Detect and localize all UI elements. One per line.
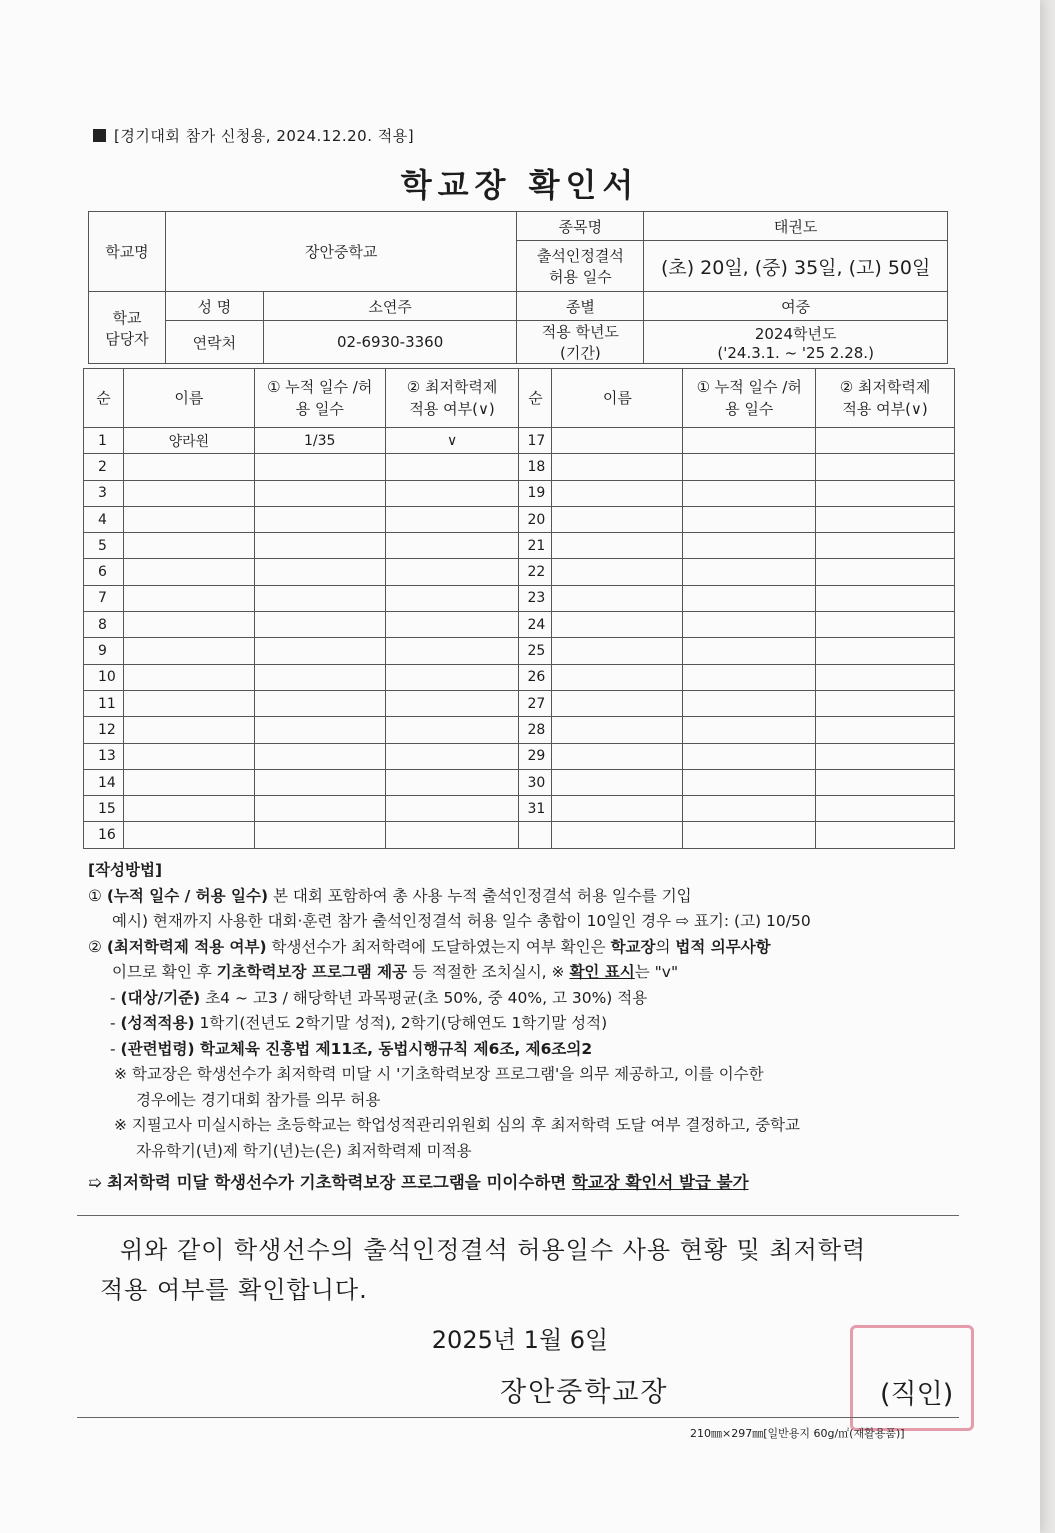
min-achievement-check xyxy=(385,717,519,743)
cumulative-days xyxy=(683,533,816,559)
row-number: 8 xyxy=(84,612,124,638)
min-achievement-check xyxy=(816,612,955,638)
header-days-line2: 용 일수 xyxy=(725,400,774,418)
cumulative-days xyxy=(683,612,816,638)
header-days-right xyxy=(683,369,816,428)
min-achievement-check xyxy=(385,796,519,822)
detail-target-text: 초4 ~ 고3 / 해당학년 과목평균(초 50%, 중 40%, 고 30%) 적용 xyxy=(200,988,648,1007)
table-row xyxy=(84,743,955,769)
student-name xyxy=(123,612,254,638)
student-name xyxy=(552,533,683,559)
min-achievement-check xyxy=(816,664,955,690)
student-roster-table xyxy=(83,368,955,849)
cumulative-days xyxy=(254,612,385,638)
cumulative-days xyxy=(683,690,816,716)
student-name xyxy=(123,585,254,611)
header-min-left xyxy=(385,369,519,428)
instruction-1-bold: (누적 일수 / 허용 일수) xyxy=(106,886,269,905)
min-achievement-check xyxy=(816,743,955,769)
circled-two-icon: ② xyxy=(88,937,102,956)
principal-name: 장안중학교장 xyxy=(500,1377,669,1408)
row-number: 17 xyxy=(519,428,552,454)
row-number: 14 xyxy=(84,769,124,795)
row-number: 21 xyxy=(519,533,552,559)
cumulative-days xyxy=(254,690,385,716)
year-label-line1: 적용 학년도 xyxy=(541,323,619,341)
row-number: 20 xyxy=(519,506,552,532)
header-days-left xyxy=(254,369,385,428)
document-title: 학교장 확인서 xyxy=(400,166,640,204)
table-row xyxy=(84,769,955,795)
header-note xyxy=(93,125,414,146)
min-achievement-check xyxy=(816,428,955,454)
min-achievement-check xyxy=(816,690,955,716)
confirmation-line2: 적용 여부를 확인합니다. xyxy=(100,1276,368,1304)
min-achievement-check xyxy=(385,612,519,638)
final-warning-underline: 학교장 확인서 발급 불가 xyxy=(571,1173,749,1192)
cumulative-days xyxy=(254,822,385,848)
divider-bottom xyxy=(77,1417,959,1418)
detail-target-bold: (대상/기준) xyxy=(120,988,201,1007)
min-achievement-check xyxy=(816,638,955,664)
header-min-line2: 적용 여부(∨) xyxy=(842,400,928,418)
detail-grades-bold: (성적적용) xyxy=(120,1014,195,1032)
row-number: 2 xyxy=(84,454,124,480)
student-name xyxy=(552,822,683,848)
table-row xyxy=(84,690,955,716)
final-warning xyxy=(88,1170,958,1196)
detail-grades: - (성적적용) 1학기(전년도 2학기말 성적), 2학기(당해연도 1학기말 성적) xyxy=(110,1014,608,1032)
detail-law-text: 학교체육 진흥법 제11조, 동법시행규칙 제6조, 제6조의2 xyxy=(194,1039,593,1058)
square-bullet-icon xyxy=(93,129,106,142)
cumulative-days xyxy=(683,664,816,690)
instruction-2-text-c: 의 xyxy=(655,937,676,956)
cumulative-days xyxy=(683,717,816,743)
divider-top xyxy=(77,1215,959,1216)
row-number: 10 xyxy=(84,664,124,690)
row-number: 13 xyxy=(84,743,124,769)
min-achievement-check xyxy=(816,717,955,743)
year-value-line1: 2024학년도 xyxy=(754,324,837,343)
contact-label: 연락처 xyxy=(165,321,263,364)
student-name: 양라원 xyxy=(123,428,254,454)
header-min-line2: 적용 여부(∨) xyxy=(409,400,495,418)
student-name xyxy=(123,822,254,848)
table-row xyxy=(84,638,955,664)
row-number: 12 xyxy=(84,717,124,743)
student-name xyxy=(552,480,683,506)
table-row xyxy=(84,428,955,454)
row-number: 28 xyxy=(519,717,552,743)
absence-allowance-label xyxy=(517,241,644,292)
student-name xyxy=(123,454,254,480)
header-days-line2: 용 일수 xyxy=(295,400,344,418)
min-achievement-check xyxy=(385,664,519,690)
min-achievement-check xyxy=(385,559,519,585)
student-name xyxy=(552,428,683,454)
instruction-2-line2 xyxy=(88,960,958,986)
instruction-1 xyxy=(88,884,958,910)
student-name xyxy=(123,769,254,795)
min-achievement-check xyxy=(385,533,519,559)
school-year-value xyxy=(644,321,948,364)
cumulative-days xyxy=(683,796,816,822)
student-name xyxy=(552,743,683,769)
row-number: 27 xyxy=(519,690,552,716)
header-note-text: [경기대회 참가 신청용, 2024.12.20. 적용] xyxy=(114,127,415,145)
instruction-2 xyxy=(88,935,958,961)
row-number: 29 xyxy=(519,743,552,769)
issue-date: 2025년 1월 6일 xyxy=(431,1326,609,1354)
instruction-2-bold-d: 법적 의무사항 xyxy=(675,937,771,956)
instruction-1-text: 본 대회 포함하여 총 사용 누적 출석인정결석 허용 일수를 기입 xyxy=(268,886,692,905)
instruction-2-line2-underline: 확인 표시 xyxy=(569,963,635,981)
table-row xyxy=(84,664,955,690)
arrow-box-icon: ➯ xyxy=(88,1173,102,1192)
year-label-line2: (기간) xyxy=(560,344,601,362)
cumulative-days xyxy=(254,717,385,743)
student-name xyxy=(552,796,683,822)
detail-target: - (대상/기준) 초4 ~ 고3 / 해당학년 과목평균(초 50%, 중 40%, 고 30%) 적용 xyxy=(110,988,648,1007)
circled-one-icon: ① xyxy=(88,886,102,905)
header-days-line1: ① 누적 일수 /허 xyxy=(696,378,802,396)
cumulative-days xyxy=(254,480,385,506)
student-name xyxy=(552,638,683,664)
cumulative-days xyxy=(683,743,816,769)
student-name xyxy=(552,717,683,743)
instructions-heading: [작성방법] xyxy=(88,861,163,879)
min-achievement-check xyxy=(816,506,955,532)
cumulative-days xyxy=(254,664,385,690)
cumulative-days xyxy=(683,480,816,506)
row-number: 22 xyxy=(519,559,552,585)
min-achievement-check xyxy=(385,638,519,664)
min-achievement-check xyxy=(816,559,955,585)
student-name xyxy=(123,559,254,585)
cumulative-days xyxy=(254,796,385,822)
cumulative-days xyxy=(254,533,385,559)
student-name xyxy=(552,690,683,716)
row-number: 7 xyxy=(84,585,124,611)
event-label: 종목명 xyxy=(517,212,644,241)
cumulative-days xyxy=(254,769,385,795)
student-name xyxy=(123,690,254,716)
note-1-line2: 경우에는 경기대회 참가를 의무 허용 xyxy=(136,1090,381,1109)
student-name xyxy=(123,796,254,822)
student-name xyxy=(552,559,683,585)
row-number: 23 xyxy=(519,585,552,611)
cumulative-days xyxy=(254,638,385,664)
instruction-2-text-a: 학생선수가 최저학력에 도달하였는지 여부 확인은 xyxy=(266,937,611,956)
event-value: 태권도 xyxy=(644,212,948,241)
row-number: 26 xyxy=(519,664,552,690)
school-info-table xyxy=(88,211,948,364)
table-row xyxy=(84,559,955,585)
roster-header-row xyxy=(84,369,955,428)
absence-label-line1: 출석인정결석 xyxy=(536,247,624,265)
instruction-1-example: 예시) 현재까지 사용한 대회·훈련 참가 출석인정결석 허용 일수 총합이 10일인 경우 ⇨ 표기: (고) 10/50 xyxy=(112,912,811,930)
instruction-2-line2-bold: 기초학력보장 프로그램 제공 xyxy=(216,963,408,981)
min-achievement-check xyxy=(816,454,955,480)
header-no-right: 순 xyxy=(519,369,552,428)
table-row xyxy=(84,480,955,506)
cumulative-days xyxy=(683,822,816,848)
category-value: 여중 xyxy=(644,292,948,321)
student-name xyxy=(552,585,683,611)
cumulative-days xyxy=(683,428,816,454)
table-row xyxy=(84,822,955,848)
manager-label-line1: 학교 xyxy=(112,308,142,327)
table-row xyxy=(84,612,955,638)
detail-law-bold: (관련법령) xyxy=(120,1039,195,1058)
student-name xyxy=(123,743,254,769)
student-name xyxy=(123,717,254,743)
cumulative-days xyxy=(254,559,385,585)
school-name-value: 장안중학교 xyxy=(165,212,517,292)
min-achievement-check xyxy=(816,533,955,559)
seal-label: (직인) xyxy=(880,1379,954,1410)
row-number: 25 xyxy=(519,638,552,664)
min-achievement-check xyxy=(816,585,955,611)
manager-label xyxy=(89,292,166,364)
school-name-label: 학교명 xyxy=(89,212,166,292)
instruction-2-bold: (최저학력제 적용 여부) xyxy=(106,937,267,956)
student-name xyxy=(552,454,683,480)
row-number: 15 xyxy=(84,796,124,822)
min-achievement-check xyxy=(385,506,519,532)
cumulative-days xyxy=(254,454,385,480)
absence-allowance-value: (초) 20일, (중) 35일, (고) 50일 xyxy=(644,241,948,292)
table-row xyxy=(84,506,955,532)
manager-name-value: 소연주 xyxy=(263,292,517,321)
cumulative-days xyxy=(683,559,816,585)
paper-spec: 210㎜×297㎜[일반용지 60g/㎡(재활용품)] xyxy=(690,1427,905,1440)
min-achievement-check xyxy=(816,769,955,795)
final-warning-text: 최저학력 미달 학생선수가 기초학력보장 프로그램을 미이수하면 xyxy=(107,1173,572,1192)
student-name xyxy=(552,664,683,690)
row-number: 19 xyxy=(519,480,552,506)
header-min-line1: ② 최저학력제 xyxy=(839,378,931,396)
instructions-section xyxy=(88,858,958,1196)
student-name xyxy=(123,533,254,559)
row-number xyxy=(519,822,552,848)
contact-value: 02-6930-3360 xyxy=(263,321,517,364)
student-name xyxy=(552,612,683,638)
detail-law: - (관련법령) 학교체육 진흥법 제11조, 동법시행규칙 제6조, 제6조의2 xyxy=(110,1039,593,1058)
row-number: 31 xyxy=(519,796,552,822)
min-achievement-check xyxy=(816,822,955,848)
note-1: ※ 학교장은 학생선수가 최저학력 미달 시 '기초학력보장 프로그램'을 의무 제공하고, 이를 이수한 xyxy=(114,1065,764,1083)
category-label: 종별 xyxy=(517,292,644,321)
table-row xyxy=(84,585,955,611)
row-number: 1 xyxy=(84,428,124,454)
row-number: 9 xyxy=(84,638,124,664)
header-days-line1: ① 누적 일수 /허 xyxy=(267,378,373,396)
cumulative-days xyxy=(683,638,816,664)
min-achievement-check xyxy=(385,822,519,848)
cumulative-days xyxy=(254,585,385,611)
cumulative-days xyxy=(683,585,816,611)
confirmation-line1: 위와 같이 학생선수의 출석인정결석 허용일수 사용 현황 및 최저학력 xyxy=(120,1236,867,1264)
header-min-line1: ② 최저학력제 xyxy=(406,378,498,396)
min-achievement-check xyxy=(385,585,519,611)
instruction-2-line2-b: 등 적절한 조치실시, ※ xyxy=(407,963,570,981)
row-number: 5 xyxy=(84,533,124,559)
min-achievement-check xyxy=(816,796,955,822)
student-name xyxy=(552,769,683,795)
detail-grades-text: 1학기(전년도 2학기말 성적), 2학기(당해연도 1학기말 성적) xyxy=(194,1014,608,1032)
cumulative-days xyxy=(683,454,816,480)
header-min-right xyxy=(816,369,955,428)
min-achievement-check xyxy=(816,480,955,506)
school-year-label xyxy=(517,321,644,364)
row-number: 18 xyxy=(519,454,552,480)
year-value-line2: ('24.3.1. ~ '25 2.28.) xyxy=(717,343,874,362)
min-achievement-check xyxy=(385,690,519,716)
row-number: 4 xyxy=(84,506,124,532)
manager-label-line2: 담당자 xyxy=(105,329,149,348)
row-number: 16 xyxy=(84,822,124,848)
note-2-line2: 자유학기(년)제 학기(년)는(은) 최저학력제 미적용 xyxy=(136,1141,472,1160)
absence-label-line2: 허용 일수 xyxy=(549,268,612,286)
header-name-left: 이름 xyxy=(123,369,254,428)
student-name xyxy=(123,506,254,532)
row-number: 6 xyxy=(84,559,124,585)
table-row xyxy=(84,717,955,743)
row-number: 30 xyxy=(519,769,552,795)
header-name-right: 이름 xyxy=(552,369,683,428)
student-name xyxy=(123,480,254,506)
roster-body xyxy=(84,428,955,849)
manager-name-label: 성 명 xyxy=(165,292,263,321)
student-name xyxy=(123,638,254,664)
min-achievement-check xyxy=(385,454,519,480)
row-number: 11 xyxy=(84,690,124,716)
min-achievement-check: ∨ xyxy=(385,428,519,454)
cumulative-days xyxy=(683,506,816,532)
confirmation-statement xyxy=(100,1230,960,1310)
instruction-2-line2-a: 이므로 확인 후 xyxy=(112,963,217,981)
min-achievement-check xyxy=(385,769,519,795)
header-no-left: 순 xyxy=(84,369,124,428)
min-achievement-check xyxy=(385,743,519,769)
note-2: ※ 지필고사 미실시하는 초등학교는 학업성적관리위원회 심의 후 최저학력 도달 여부 결정하고, 중학교 xyxy=(114,1116,801,1134)
table-row xyxy=(84,454,955,480)
table-row xyxy=(84,533,955,559)
row-number: 3 xyxy=(84,480,124,506)
min-achievement-check xyxy=(385,480,519,506)
student-name xyxy=(123,664,254,690)
instruction-2-bold-b: 학교장 xyxy=(610,937,656,956)
cumulative-days xyxy=(683,769,816,795)
cumulative-days: 1/35 xyxy=(254,428,385,454)
row-number: 24 xyxy=(519,612,552,638)
cumulative-days xyxy=(254,506,385,532)
table-row xyxy=(84,796,955,822)
cumulative-days xyxy=(254,743,385,769)
instruction-2-line2-c: 는 "v" xyxy=(634,963,679,981)
student-name xyxy=(552,506,683,532)
